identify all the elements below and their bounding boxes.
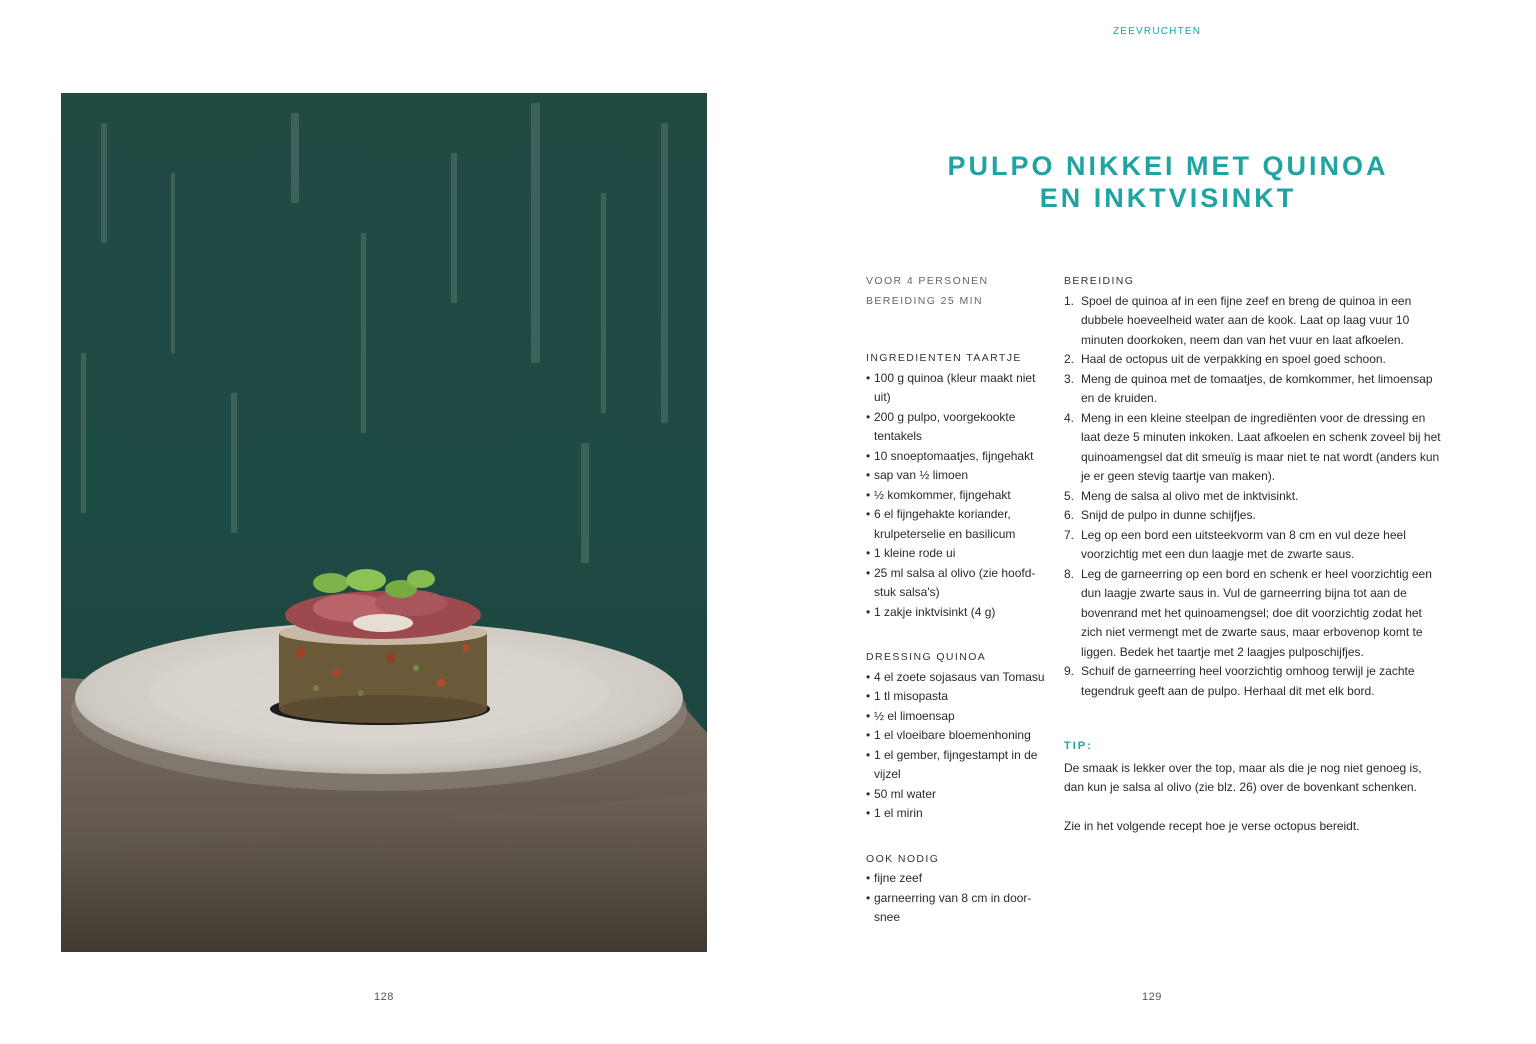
- list-item: • 1 el vloeibare bloemenhoning: [866, 726, 1046, 746]
- dressing-list: [866, 668, 1046, 824]
- step-number: 9.: [1064, 664, 1075, 678]
- photo-image: [61, 93, 707, 952]
- step-text: Meng de quinoa met de tomaatjes, de komkommer, het limoensap en de kruiden.: [1081, 371, 1433, 405]
- needed-list: [866, 869, 1046, 928]
- step-text: Leg op een bord een uitsteekvorm van 8 cm en vul deze heel voorzichtig met een dun laagje met de zwarte saus.: [1081, 527, 1406, 561]
- step-item: [1064, 506, 1444, 526]
- page-number-left: 128: [374, 991, 394, 1003]
- list-item: • 1 el mirin: [866, 804, 1046, 824]
- recipe-title-line2: EN INKTVISINKT: [1039, 183, 1297, 213]
- step-number: 5.: [1064, 488, 1075, 503]
- ingredients-list: [866, 369, 1046, 623]
- recipe-photo: [61, 93, 707, 952]
- ingredients-heading: INGREDIENTEN TAARTJE: [866, 352, 1022, 364]
- step-text: Spoel de quinoa af in een fijne zeef en breng de quinoa in een dubbele hoeveelheid water aan de kook. Laat op laag vuur 10 minuten doorkoken, neem dan van het vuur en laat afkoelen.: [1081, 293, 1412, 347]
- list-item: • sap van ½ limoen: [866, 466, 1046, 486]
- page-number-right: 129: [1142, 991, 1162, 1003]
- step-item: [1064, 370, 1444, 409]
- ingredients-section: [866, 349, 1046, 622]
- tip-text-second: Zie in het volgende recept hoe je verse octopus bereidt.: [1064, 818, 1360, 833]
- right-page: [768, 0, 1536, 1044]
- needed-heading: OOK NODIG: [866, 852, 940, 865]
- step-number: 6.: [1064, 508, 1075, 522]
- step-item: [1064, 409, 1444, 487]
- recipe-title-line1: PULPO NIKKEI MET QUINOA: [947, 151, 1389, 181]
- step-number: 3.: [1064, 371, 1075, 386]
- list-item: • 25 ml salsa al olivo (zie hoofd-stuk salsa's): [866, 564, 1046, 603]
- step-text: Schuif de garneerring heel voorzichtig omhoog terwijl je zachte tegendruk geeft aan de pulpo. Herhaal dit met elk bord.: [1081, 664, 1415, 698]
- step-item: [1064, 526, 1444, 565]
- step-number: 4.: [1064, 410, 1075, 425]
- list-item: • 1 kleine rode ui: [866, 544, 1046, 564]
- list-item: • 1 tl misopasta: [866, 687, 1046, 707]
- list-item: • 4 el zoete sojasaus van Tomasu: [866, 668, 1046, 688]
- step-text: Meng de salsa al olivo met de inktvisinkt.: [1081, 488, 1299, 503]
- step-item: [1064, 292, 1444, 351]
- list-item: • 10 snoeptomaatjes, fijngehakt: [866, 447, 1046, 467]
- dressing-heading: DRESSING QUINOA: [866, 651, 987, 663]
- step-item: [1064, 662, 1444, 701]
- prep-time: BEREIDING 25 MIN: [866, 294, 983, 307]
- list-item: • 50 ml water: [866, 785, 1046, 805]
- list-item: • fijne zeef: [866, 869, 1046, 889]
- step-item: [1064, 350, 1444, 370]
- list-item: • ½ komkommer, fijngehakt: [866, 486, 1046, 506]
- step-text: Snijd de pulpo in dunne schijfjes.: [1081, 508, 1256, 522]
- method-column: [1064, 272, 1444, 836]
- list-item: • ½ el limoensap: [866, 707, 1046, 727]
- list-item: • 1 el gember, fijngestampt in de vijzel: [866, 746, 1046, 785]
- recipe-title: [888, 150, 1448, 214]
- tip-heading: TIP:: [1064, 740, 1093, 752]
- step-item: [1064, 565, 1444, 663]
- servings: VOOR 4 PERSONEN: [866, 275, 989, 287]
- dressing-section: [866, 648, 1046, 824]
- step-number: 8.: [1064, 566, 1075, 581]
- step-text: Haal de octopus uit de verpakking en spoel goed schoon.: [1081, 352, 1386, 366]
- section-label: ZEEVRUCHTEN: [1113, 26, 1202, 37]
- step-item: [1064, 487, 1444, 507]
- list-item: • garneerring van 8 cm in door-snee: [866, 889, 1046, 928]
- method-heading: BEREIDING: [1064, 275, 1135, 287]
- step-number: 7.: [1064, 527, 1075, 542]
- step-number: 1.: [1064, 293, 1075, 308]
- ingredients-column: [866, 272, 1046, 928]
- list-item: • 6 el fijngehakte koriander, krulpeterselie en basilicum: [866, 505, 1046, 544]
- steps-list: [1064, 292, 1444, 702]
- tip-text: De smaak is lekker over the top, maar als die je nog niet genoeg is, dan kun je salsa al olivo (zie blz. 26) over de bovenkant schenken.: [1064, 760, 1422, 794]
- step-number: 2.: [1064, 352, 1075, 366]
- needed-section: [866, 850, 1046, 928]
- list-item: • 200 g pulpo, voorgekookte tentakels: [866, 408, 1046, 447]
- step-text: Leg de garneerring op een bord en schenk er heel voorzichtig een dun laagje zwarte saus in. Vul de garneerring bijna tot aan de bovenrand met het quinoamengsel; doe dit voorzichtig zodat het zich niet vermengt met de zwarte saus, maar erbovenop komt te liggen. Bedek het taartje met 2 laagjes pulposchijfjes.: [1081, 566, 1432, 659]
- list-item: • 1 zakje inktvisinkt (4 g): [866, 603, 1046, 623]
- step-text: Meng in een kleine steelpan de ingrediënten voor de dressing en laat deze 5 minuten inkoken. Laat afkoelen en schenk zoveel bij het quinoamengsel dat dit smeuïg is maar niet te nat wordt (anders kun je er geen stevig taartje van maken).: [1081, 410, 1441, 483]
- list-item: • 100 g quinoa (kleur maakt niet uit): [866, 369, 1046, 408]
